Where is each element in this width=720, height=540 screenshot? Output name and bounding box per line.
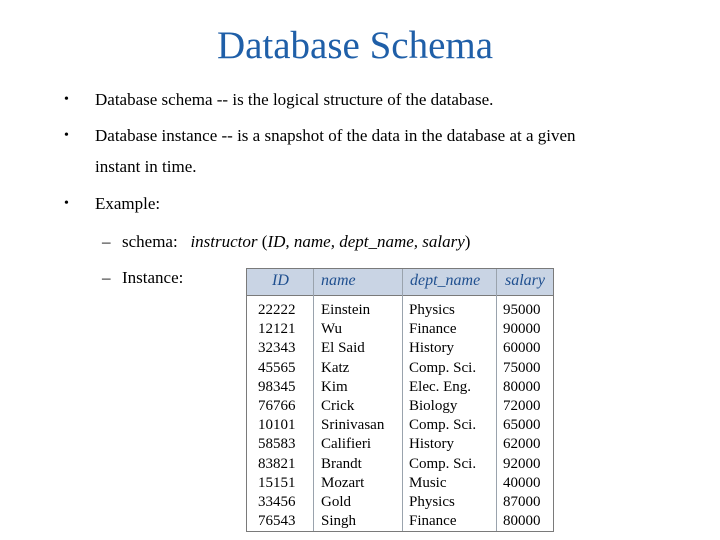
cell-dept-name: Comp. Sci. <box>409 359 477 376</box>
cell-salary: 80000 <box>503 513 541 530</box>
cell-id: 83821 <box>258 455 296 472</box>
table-row <box>247 339 553 358</box>
cell-salary: 62000 <box>503 436 541 453</box>
instance-label: Instance: <box>122 268 184 287</box>
cell-salary: 60000 <box>503 340 541 357</box>
cell-salary: 92000 <box>503 455 541 472</box>
cell-name: Califieri <box>321 436 371 453</box>
bullet-marker: • <box>64 128 69 143</box>
schema-relation: instructor <box>190 232 258 251</box>
cell-dept-name: Music <box>409 474 447 491</box>
cell-dept-name: Finance <box>409 513 457 530</box>
cell-salary: 87000 <box>503 493 541 510</box>
schema-close-paren: ) <box>464 232 471 251</box>
cell-dept-name: Finance <box>409 321 457 338</box>
cell-dept-name: Physics <box>409 493 455 510</box>
table-row <box>247 455 553 474</box>
column-header-id: ID <box>272 272 289 289</box>
bullet-marker: • <box>64 92 69 107</box>
bullet-marker: • <box>64 196 69 211</box>
cell-name: Brandt <box>321 455 362 472</box>
cell-id: 76543 <box>258 513 296 530</box>
cell-salary: 65000 <box>503 417 541 434</box>
instructor-table <box>246 268 554 532</box>
table-row <box>247 359 553 378</box>
cell-name: Gold <box>321 493 351 510</box>
cell-name: Crick <box>321 397 355 414</box>
bullet-text: Example: <box>95 194 161 213</box>
cell-id: 45565 <box>258 359 296 376</box>
table-row <box>247 493 553 512</box>
table-header <box>247 269 553 296</box>
table-body <box>247 301 553 531</box>
bullet-text: instant in time. <box>95 157 197 176</box>
cell-dept-name: Elec. Eng. <box>409 378 472 395</box>
table-row <box>247 416 553 435</box>
cell-id: 12121 <box>258 321 296 338</box>
dash-marker: – <box>102 268 111 287</box>
cell-id: 33456 <box>258 493 296 510</box>
table-row <box>247 378 553 397</box>
cell-name: Mozart <box>321 474 365 491</box>
cell-id: 58583 <box>258 436 296 453</box>
cell-name: Wu <box>321 321 343 338</box>
cell-id: 22222 <box>258 302 296 318</box>
cell-salary: 75000 <box>503 359 541 376</box>
cell-id: 10101 <box>258 417 296 434</box>
cell-id: 98345 <box>258 378 296 395</box>
bullet-text: Database schema -- is the logical structure of the database. <box>95 90 494 109</box>
sub-item-schema <box>102 232 470 252</box>
cell-salary: 95000 <box>503 302 541 318</box>
cell-name: Einstein <box>321 302 371 318</box>
cell-dept-name: History <box>409 436 454 453</box>
cell-name: El Said <box>321 340 365 357</box>
table-row <box>247 435 553 454</box>
cell-salary: 90000 <box>503 321 541 338</box>
cell-dept-name: Biology <box>409 397 458 414</box>
cell-id: 76766 <box>258 397 296 414</box>
cell-id: 32343 <box>258 340 296 357</box>
cell-dept-name: History <box>409 340 454 357</box>
dash-marker: – <box>102 232 111 251</box>
cell-id: 15151 <box>258 474 296 491</box>
schema-open-paren: ( <box>257 232 268 251</box>
cell-salary: 40000 <box>503 474 541 491</box>
cell-dept-name: Comp. Sci. <box>409 455 477 472</box>
page-title: Database Schema <box>216 24 494 67</box>
table-row <box>247 320 553 339</box>
table-row <box>247 512 553 531</box>
cell-name: Katz <box>321 359 350 376</box>
schema-label: schema: <box>122 232 178 251</box>
cell-name: Kim <box>321 378 348 395</box>
table-row <box>247 474 553 493</box>
cell-salary: 80000 <box>503 378 541 395</box>
cell-salary: 72000 <box>503 397 541 414</box>
table-row <box>247 301 553 320</box>
cell-dept-name: Comp. Sci. <box>409 417 477 434</box>
column-header-salary: salary <box>505 272 545 289</box>
column-header-name: name <box>321 272 356 289</box>
bullet-text: Database instance -- is a snapshot of the data in the database at a given <box>95 126 576 145</box>
cell-name: Singh <box>321 513 357 530</box>
column-header-dept-name: dept_name <box>410 272 481 289</box>
cell-name: Srinivasan <box>321 417 385 434</box>
table-row <box>247 397 553 416</box>
schema-attributes: ID, name, dept_name, salary <box>267 232 465 251</box>
sub-item-instance <box>102 268 183 288</box>
cell-dept-name: Physics <box>409 302 455 318</box>
